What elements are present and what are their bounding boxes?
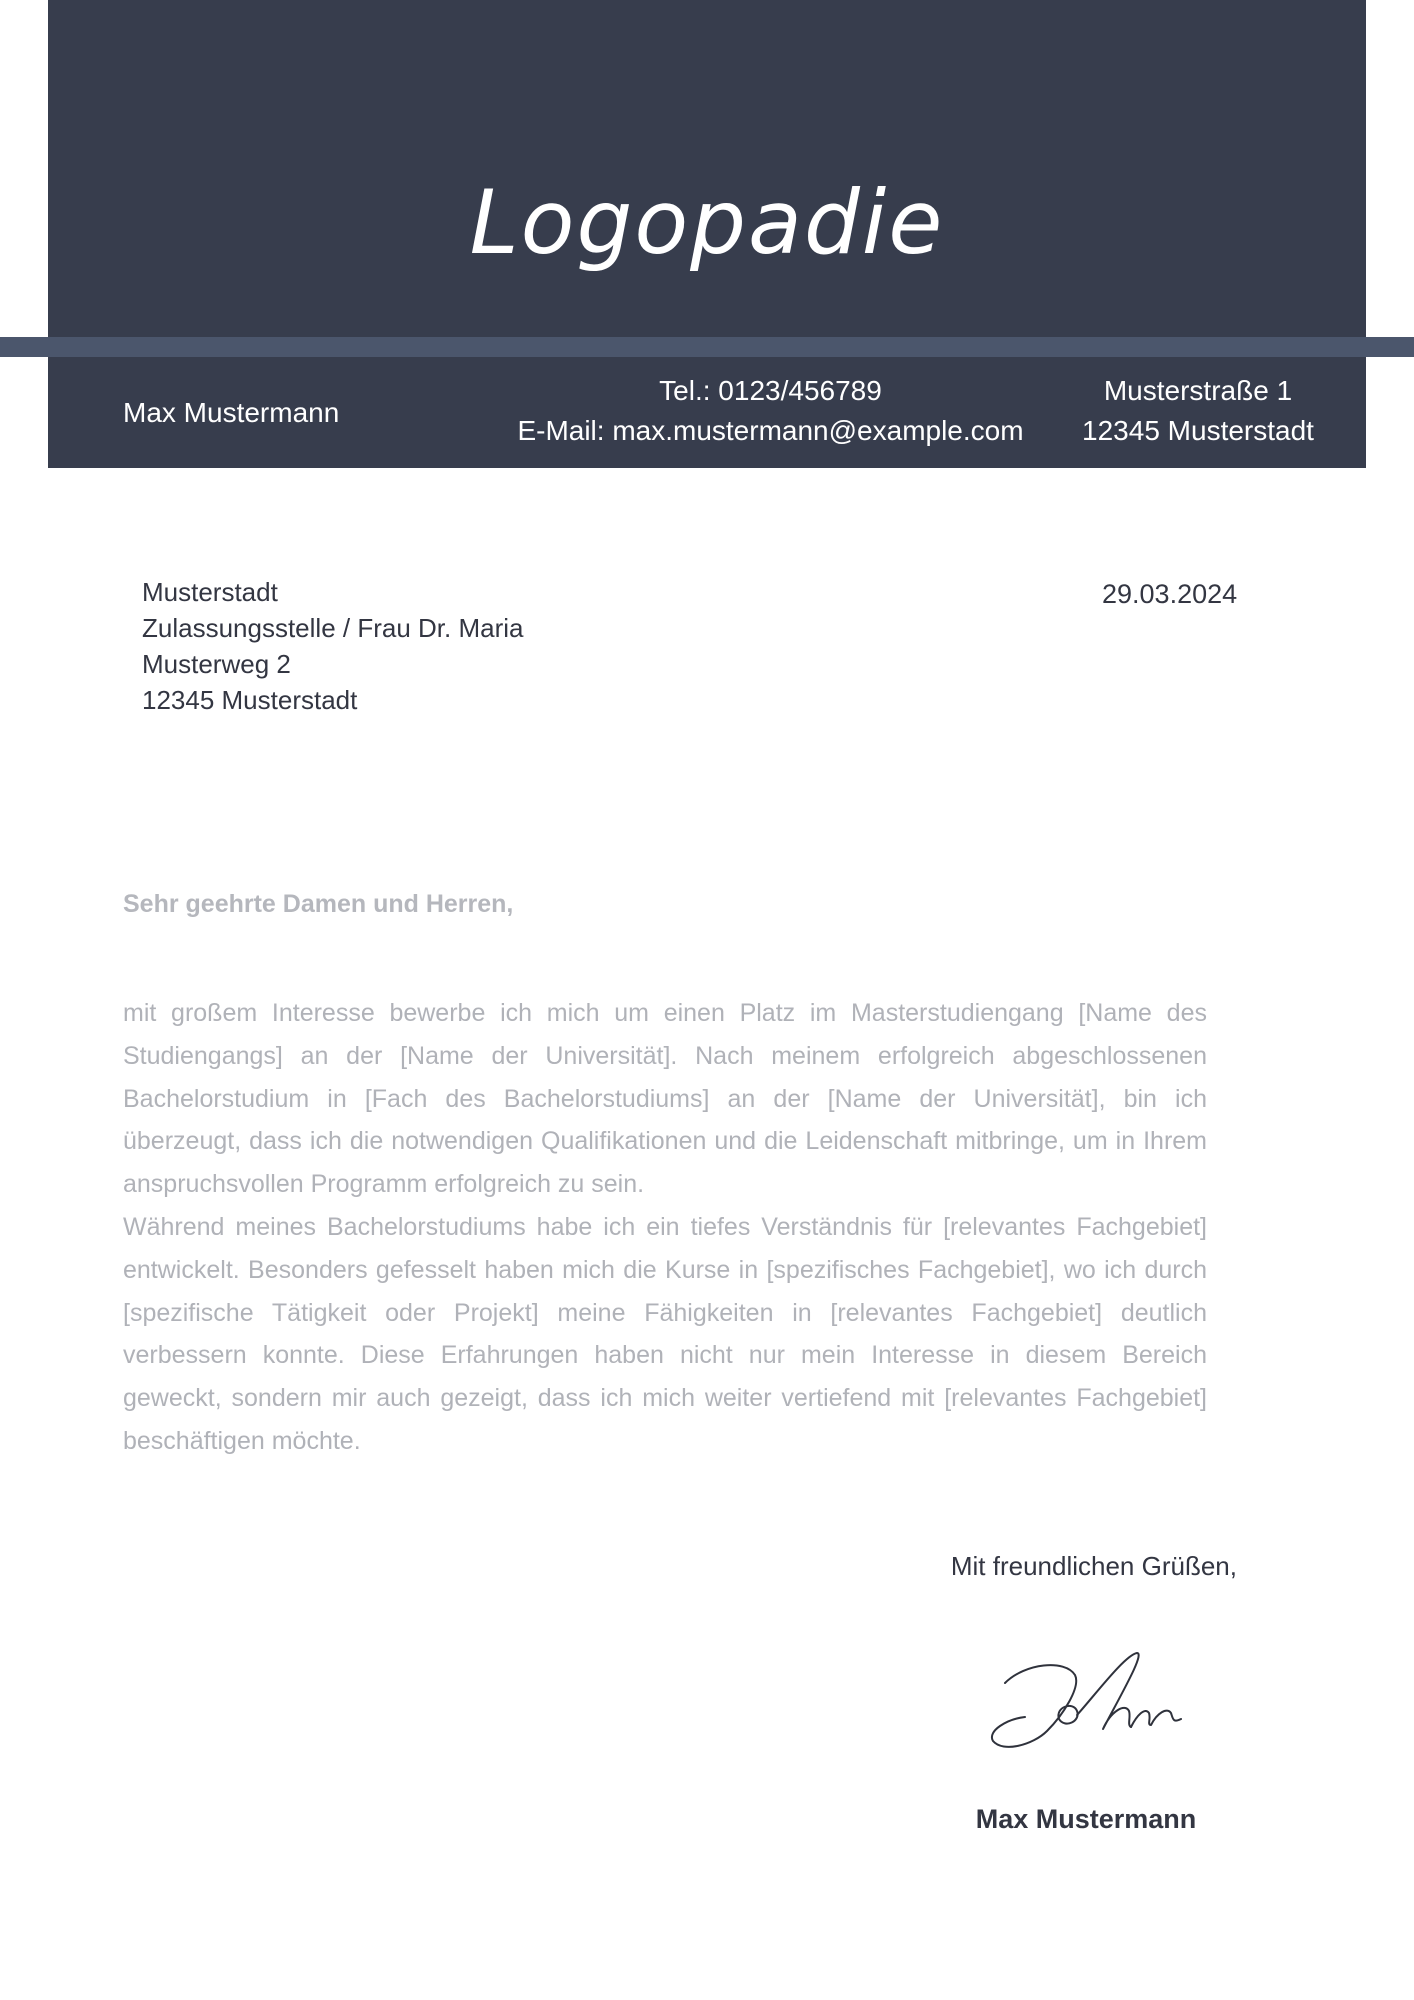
contact-phone: Tel.: 0123/456789 [659,375,882,406]
salutation: Sehr geehrte Damen und Herren, [123,890,514,918]
contact-address [1048,371,1348,451]
recipient-line: 12345 Musterstadt [142,685,358,715]
contact-street: Musterstraße 1 [1103,375,1293,406]
recipient-line: Musterweg 2 [142,649,291,679]
body-paragraph: mit großem Interesse bewerbe ich mich um einen Platz im Masterstudiengang [Name des Studiengangs] an der [Name der Universität]. Nach meinem erfolgreich abgeschlossenen Bachelorstudium in [Fach des Bachelorstudiums] an der [Name der Universität], bin ich überzeugt, dass ich die notwendigen Qualifikationen und die Leidenschaft mitbringe, um in Ihrem anspruchsvollen Programm erfolgreich zu sein. [123,999,1207,1199]
page-title: Logopadie [469,171,945,274]
recipient-line: Musterstadt [142,577,278,607]
contact-name: Max Mustermann [123,397,340,428]
body-paragraph: Während meines Bachelorstudiums habe ich ein tiefes Verständnis für [relevantes Fachgebiet] entwickelt. Besonders gefesselt haben mich die Kurse in [spezifisches Fachgebiet], wo ich durch [spezifische Tätigkeit oder Projekt] meine Fähigkeiten in [relevantes Fachgebiet] deutlich verbessern konnte. Diese Erfahrungen haben nicht nur mein Interesse in diesem Bereich geweckt, sondern mir auch gezeigt, dass ich mich weiter vertiefend mit [relevantes Fachgebiet] beschäftigen möchte. [123,1212,1207,1455]
signer-name: Max Mustermann [975,1804,1197,1834]
accent-strip [0,337,1414,357]
contact-bar [48,357,1366,468]
contact-city: 12345 Musterstadt [1082,415,1314,446]
recipient-line: Zulassungsstelle / Frau Dr. Maria [142,613,524,643]
recipient-address [142,574,523,718]
signature-image [985,1645,1185,1755]
contact-phone-email [458,371,1083,451]
closing-phrase: Mit freundlichen Grüßen, [950,1551,1237,1581]
contact-email: E-Mail: max.mustermann@example.com [517,415,1024,446]
letter-date: 29.03.2024 [1102,579,1238,609]
letter-body [123,992,1207,1463]
